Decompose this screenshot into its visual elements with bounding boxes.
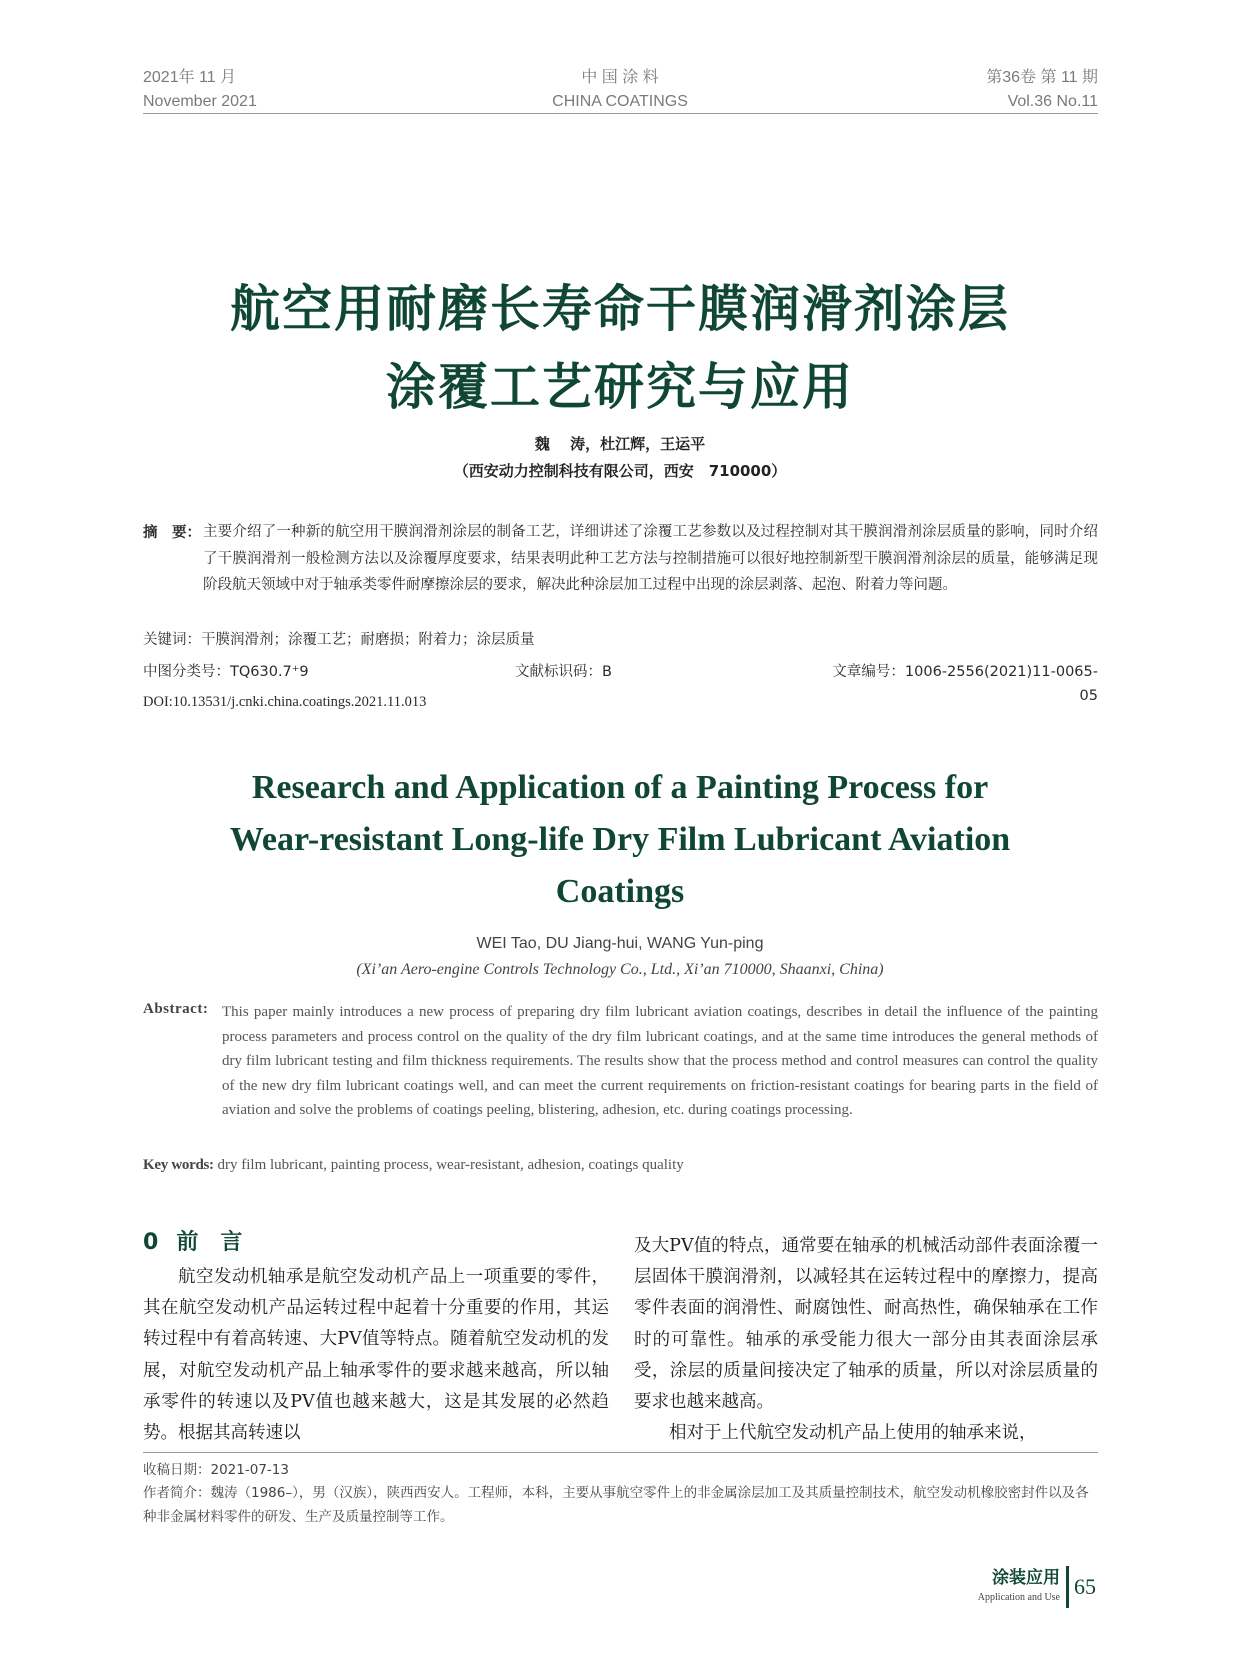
header-date-en: November 2021 [143, 93, 257, 110]
body-column-right [634, 1231, 1098, 1449]
body-paragraph: 相对于上代航空发动机产品上使用的轴承来说， [669, 1423, 1037, 1444]
title-cn-line2: 涂覆工艺研究与应用 [386, 358, 854, 416]
doi: DOI:10.13531/j.cnki.china.coatings.2021.11.013 [143, 694, 427, 710]
title-en-line1: Research and Application of a Painting Process for [251, 769, 989, 806]
footer-column-cn: 涂装应用 [992, 1568, 1060, 1588]
title-en [130, 762, 1110, 918]
keywords-cn [143, 628, 535, 652]
keywords-cn-text: 干膜润滑剂；涂覆工艺；耐磨损；附着力；涂层质量 [201, 632, 535, 648]
clc-number: 中图分类号：TQ630.7⁺9 [143, 664, 309, 680]
header-journal-cn: 中 国 涂 料 [581, 69, 659, 86]
body-paragraph: 航空发动机轴承是航空发动机产品上一项重要的零件，其在航空发动机产品运转过程中起着十分重要的作用，其运转过程中有着高转速、大PV值等特点。随着航空发动机的发展，对航空发动机产品上轴承零件的要求越来越高，所以轴承零件的转速以及PV值也越来越大，这是其发展的必然趋势。根据其高转速以 [143, 1267, 609, 1444]
section-heading [143, 1226, 242, 1260]
affiliation-cn: （西安动力控制科技有限公司，西安 710000） [453, 462, 787, 480]
title-en-line2: Wear-resistant Long-life Dry Film Lubricant Aviation [229, 821, 1011, 858]
title-cn-line1: 航空用耐磨长寿命干膜润滑剂涂层 [230, 280, 1010, 338]
author-bio: 作者简介：魏涛（1986–），男（汉族），陕西西安人。工程师，本科，主要从事航空零件上的非金属涂层加工及其质量控制技术，航空发动机橡胶密封件以及各种非金属材料零件的研发、生产及质量控制等工作。 [143, 1485, 1089, 1525]
page-number: 65 [1074, 1574, 1096, 1599]
article-number: 文章编号：1006-2556(2021)11-0065-05 [832, 664, 1098, 704]
header-date-cn: 2021年 11 月 [143, 69, 237, 86]
keywords-en-label: Key words: [143, 1157, 214, 1173]
authors-en: WEI Tao, DU Jiang-hui, WANG Yun-ping [476, 935, 764, 952]
title-en-line3: Coatings [555, 873, 685, 910]
header-journal [500, 66, 740, 114]
authors-cn: 魏 涛，杜江辉，王运平 [534, 435, 706, 453]
received-date: 收稿日期：2021-07-13 [143, 1462, 289, 1478]
header-volume [900, 66, 1098, 114]
affiliation-en: (Xi’an Aero-engine Controls Technology Co., Ltd., Xi’an 710000, Shaanxi, China) [356, 961, 884, 978]
title-cn [120, 270, 1120, 426]
document-code: 文献标识码：B [515, 664, 612, 680]
abstract-cn-label: 摘 要： [143, 525, 201, 541]
keywords-en-text: dry film lubricant, painting process, wear-resistant, adhesion, coatings quality [213, 1157, 684, 1173]
abstract-cn-text: 主要介绍了一种新的航空用干膜润滑剂涂层的制备工艺，详细讲述了涂覆工艺参数以及过程控制对其干膜润滑剂涂层质量的影响，同时介绍了干膜润滑剂一般检测方法以及涂覆厚度要求，结果表明此种工艺方法与控制措施可以很好地控制新型干膜润滑剂涂层的质量，能够满足现阶段航天领域中对于轴承类零件耐摩擦涂层的要求，解决此种涂层加工过程中出现的涂层剥落、起泡、附着力等问题。 [203, 524, 1098, 593]
keywords-cn-label: 关键词： [143, 632, 201, 648]
header-volume-en: Vol.36 No.11 [1007, 93, 1098, 110]
section-number: 0 [143, 1230, 159, 1255]
abstract-en-text: This paper mainly introduces a new process of preparing dry film lubricant aviation coatings, describes in detail the influence of the painting process parameters and process control on the quality of the dry film lubricant coatings, and at the same time introduces the general methods of dry film lubricant testing and film thickness requirements. The results show that the process method and control measures can control the quality of the new dry film lubricant coatings well, and can meet the current requirements on friction-resistant coatings for bearing parts in the field of aviation and solve the problems of coatings peeling, blistering, adhesion, etc. during coatings processing. [222, 1004, 1098, 1119]
header-journal-en: CHINA COATINGS [552, 93, 688, 110]
body-paragraph: 及大PV值的特点，通常要在轴承的机械活动部件表面涂覆一层固体干膜润滑剂，以减轻其在运转过程中的摩擦力，提高零件表面的润滑性、耐腐蚀性、耐高热性，确保轴承在工作时的可靠性。轴承的承受能力很大一部分由其表面涂层承受，涂层的质量间接决定了轴承的质量，所以对涂层质量的要求也越来越高。 [634, 1236, 1098, 1413]
header-date [143, 66, 257, 114]
keywords-en [143, 1153, 684, 1177]
footnote-divider [143, 1452, 1098, 1453]
abstract-en-label: Abstract: [143, 1001, 209, 1017]
header-volume-cn: 第36卷 第 11 期 [986, 69, 1098, 86]
footer-column-en: Application and Use [977, 1592, 1060, 1603]
footer-divider [1066, 1566, 1069, 1608]
header-divider [143, 113, 1098, 114]
section-title: 前 言 [176, 1230, 243, 1255]
body-column-left [143, 1262, 609, 1449]
